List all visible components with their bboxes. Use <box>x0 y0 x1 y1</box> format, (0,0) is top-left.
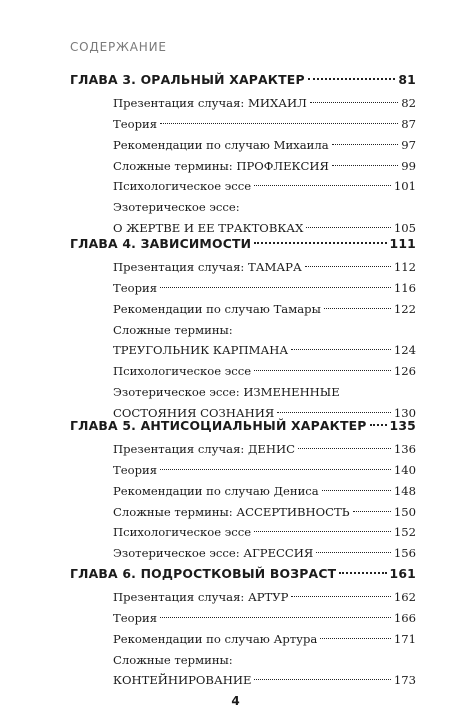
entry-title: Психологическое эссе <box>113 525 252 540</box>
entry-page-number: 97 <box>401 137 416 152</box>
dot-leader <box>310 102 398 103</box>
toc-entry[interactable] <box>70 481 416 502</box>
entry-title: Психологическое эссе <box>113 179 252 194</box>
entry-page-number: 124 <box>393 343 416 358</box>
toc-entry[interactable] <box>70 608 416 629</box>
toc-entry[interactable] <box>70 502 416 523</box>
chapter-title: ГЛАВА 3. ОРАЛЬНЫЙ ХАРАКТЕР <box>70 72 305 87</box>
dot-leader <box>277 412 391 413</box>
dot-leader <box>306 227 391 228</box>
entry-page-number: 171 <box>393 631 416 646</box>
chapter-6-section <box>70 564 416 691</box>
dot-leader <box>320 638 391 639</box>
dot-leader <box>332 144 399 145</box>
entry-title: Рекомендации по случаю Михаила <box>113 137 329 152</box>
toc-entry[interactable] <box>70 299 416 320</box>
entry-title-first-line[interactable]: Эзотерическое эссе: ИЗМЕНЕННЫЕ <box>113 385 340 400</box>
entry-page-number: 156 <box>393 546 416 561</box>
entry-page-number: 140 <box>393 462 416 477</box>
chapter-title-row[interactable] <box>70 564 416 585</box>
entry-title: Теория <box>113 116 158 131</box>
dot-leader <box>316 552 391 553</box>
toc-entry[interactable] <box>70 114 416 135</box>
entry-title: ТРЕУГОЛЬНИК КАРПМАНА <box>113 343 289 358</box>
entry-title: Теория <box>113 462 158 477</box>
dot-leader <box>324 308 391 309</box>
dot-leader <box>254 679 390 680</box>
dot-leader <box>308 78 396 80</box>
entry-title: Рекомендации по случаю Дениса <box>113 483 319 498</box>
toc-entry[interactable] <box>70 257 416 278</box>
entry-page-number: 126 <box>393 364 416 379</box>
dot-leader <box>254 531 391 532</box>
chapter-5-section <box>70 416 416 564</box>
entry-title: Психологическое эссе <box>113 364 252 379</box>
dot-leader <box>254 370 391 371</box>
chapter-4-section <box>70 234 416 424</box>
dot-leader <box>291 349 391 350</box>
dot-leader <box>160 617 391 618</box>
dot-leader <box>353 511 391 512</box>
toc-entry[interactable] <box>70 460 416 481</box>
entry-title: Презентация случая: МИХАИЛ <box>113 95 307 110</box>
toc-entry[interactable] <box>70 278 416 299</box>
entry-title: Сложные термины: ПРОФЛЕКСИЯ <box>113 158 329 173</box>
entry-title-first-line[interactable]: Сложные термины: <box>113 652 233 667</box>
entry-title: Рекомендации по случаю Тамары <box>113 301 321 316</box>
toc-entry[interactable] <box>70 629 416 650</box>
entry-page-number: 101 <box>393 179 416 194</box>
entry-page-number: 82 <box>401 95 416 110</box>
dot-leader <box>291 596 390 597</box>
dot-leader <box>254 242 386 244</box>
dot-leader <box>160 469 391 470</box>
chapter-title: ГЛАВА 5. АНТИСОЦИАЛЬНЫЙ ХАРАКТЕР <box>70 418 367 433</box>
chapter-page-number: 81 <box>398 72 416 87</box>
dot-leader <box>160 287 391 288</box>
entry-title: Рекомендации по случаю Артура <box>113 631 318 646</box>
entry-title: КОНТЕЙНИРОВАНИЕ <box>113 673 252 688</box>
toc-entry[interactable] <box>70 176 416 197</box>
entry-title-first-line[interactable]: Эзотерическое эссе: <box>113 200 240 215</box>
dot-leader <box>370 424 387 426</box>
page-number: 4 <box>231 694 240 708</box>
toc-entry[interactable] <box>70 156 416 177</box>
entry-page-number: 87 <box>401 116 416 131</box>
entry-title: СОСТОЯНИЯ СОЗНАНИЯ <box>113 406 275 421</box>
entry-title: Эзотерическое эссе: АГРЕССИЯ <box>113 546 314 561</box>
chapter-page-number: 135 <box>389 418 416 433</box>
dot-leader <box>298 448 391 449</box>
entry-page-number: 152 <box>393 525 416 540</box>
toc-header: СОДЕРЖАНИЕ <box>70 40 167 54</box>
entry-title: Теория <box>113 610 158 625</box>
entry-page-number: 136 <box>393 441 416 456</box>
entry-page-number: 162 <box>393 589 416 604</box>
chapter-title-row[interactable] <box>70 416 416 437</box>
dot-leader <box>254 185 391 186</box>
entry-title: О ЖЕРТВЕ И ЕЕ ТРАКТОВКАХ <box>113 221 304 236</box>
toc-entry[interactable] <box>70 670 416 691</box>
toc-entry[interactable] <box>70 439 416 460</box>
toc-entry[interactable] <box>70 340 416 361</box>
entry-page-number: 166 <box>393 610 416 625</box>
entry-title: Презентация случая: АРТУР <box>113 589 289 604</box>
entry-title: Презентация случая: ДЕНИС <box>113 441 295 456</box>
entry-page-number: 116 <box>393 280 416 295</box>
entry-page-number: 148 <box>393 483 416 498</box>
entry-title: Презентация случая: ТАМАРА <box>113 259 302 274</box>
chapter-title-row[interactable] <box>70 234 416 255</box>
entry-title: Теория <box>113 280 158 295</box>
dot-leader <box>305 266 391 267</box>
chapter-title: ГЛАВА 4. ЗАВИСИМОСТИ <box>70 236 252 251</box>
chapter-page-number: 111 <box>389 236 416 251</box>
chapter-title: ГЛАВА 6. ПОДРОСТКОВЫЙ ВОЗРАСТ <box>70 566 337 581</box>
entry-page-number: 105 <box>393 221 416 236</box>
toc-entry[interactable] <box>70 93 416 114</box>
entry-title-first-line[interactable]: Сложные термины: <box>113 322 233 337</box>
dot-leader <box>322 490 391 491</box>
toc-entry[interactable] <box>70 543 416 564</box>
entry-page-number: 150 <box>393 504 416 519</box>
chapter-3-section <box>70 70 416 239</box>
dot-leader <box>160 123 398 124</box>
entry-page-number: 122 <box>393 301 416 316</box>
dot-leader <box>339 572 386 574</box>
toc-entry[interactable] <box>70 135 416 156</box>
chapter-title-row[interactable] <box>70 70 416 91</box>
chapter-page-number: 161 <box>389 566 416 581</box>
entry-page-number: 130 <box>393 406 416 421</box>
toc-entry[interactable] <box>70 361 416 382</box>
entry-page-number: 173 <box>393 673 416 688</box>
entry-title: Сложные термины: АССЕРТИВНОСТЬ <box>113 504 350 519</box>
toc-entry[interactable] <box>70 587 416 608</box>
dot-leader <box>332 165 398 166</box>
entry-page-number: 99 <box>401 158 416 173</box>
entry-page-number: 112 <box>393 259 416 274</box>
toc-entry[interactable] <box>70 522 416 543</box>
